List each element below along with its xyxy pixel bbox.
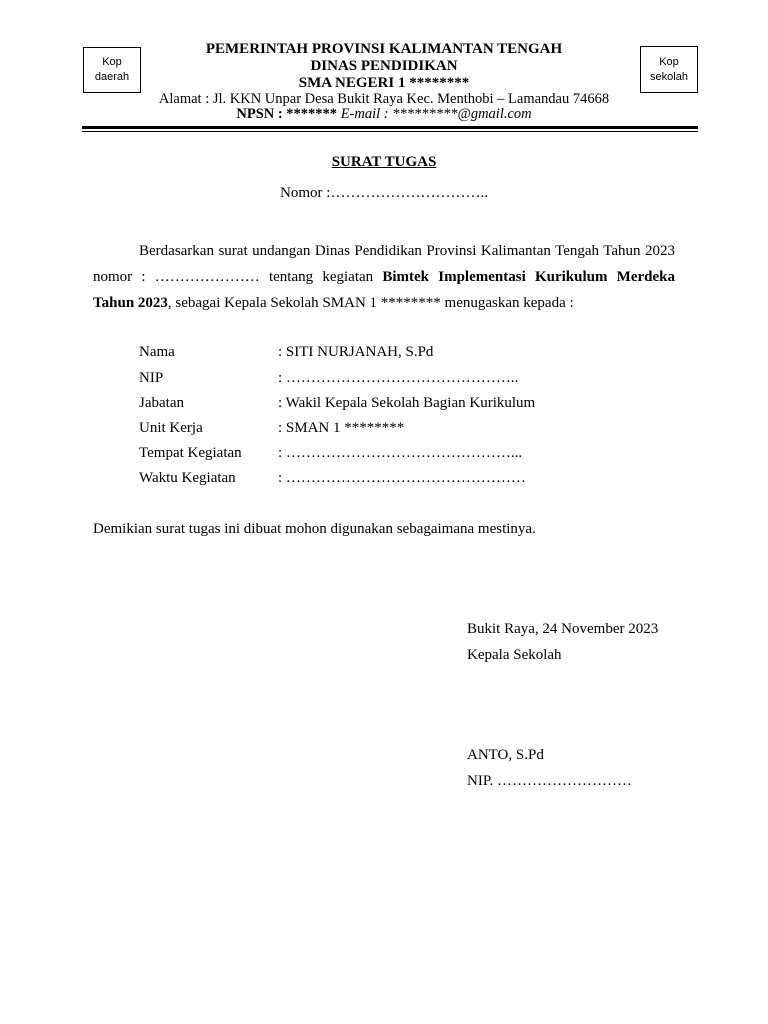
- kop-rule-thick: [82, 126, 698, 129]
- field-value-tempat-kegiatan: : ………………………………………...: [278, 445, 523, 461]
- kop-npsn: NPSN : *******: [236, 106, 341, 122]
- kop-daerah-line-2: daerah: [94, 71, 130, 83]
- letter-number: Nomor :…………………………..: [280, 185, 488, 201]
- field-label-nama: Nama: [139, 344, 175, 360]
- kop-pemerintah: PEMERINTAH PROVINSI KALIMANTAN TENGAH: [205, 41, 563, 57]
- field-value-unit-kerja: : SMAN 1 ********: [278, 420, 405, 436]
- field-value-waktu-kegiatan: : …………………………………………: [278, 470, 526, 486]
- kop-email: *********@gmail.com: [392, 106, 532, 122]
- signature-place-date: Bukit Raya, 24 November 2023: [467, 621, 659, 637]
- kop-sekolah-line-1: Kop: [659, 55, 679, 68]
- kop-address: Alamat : Jl. KKN Unpar Desa Bukit Raya Kec. Menthobi – Lamandau 74668: [158, 91, 610, 107]
- kop-sekolah-name: SMA NEGERI 1 ********: [298, 75, 470, 91]
- field-label-nip: NIP: [139, 370, 164, 386]
- field-label-jabatan: Jabatan: [139, 395, 184, 411]
- field-label-unit-kerja: Unit Kerja: [139, 420, 203, 436]
- kop-email-label: E-mail :: [340, 106, 393, 122]
- letter-closing: Demikian surat tugas ini dibuat mohon digunakan sebagaimana mestinya.: [93, 521, 536, 537]
- kop-rule-thin: [82, 131, 698, 132]
- kop-sekolah-line-2: sekolah: [650, 70, 688, 83]
- signature-position: Kepala Sekolah: [467, 647, 562, 663]
- kop-contact: [0, 106, 768, 122]
- field-value-nip: : ………………………………………..: [278, 370, 519, 386]
- signature-name: ANTO, S.Pd: [467, 747, 544, 763]
- letter-body-activity: Bimtek Implementasi Kurikulum Merdeka Tahun 2023: [93, 269, 675, 311]
- letter-body-part-1: Berdasarkan surat undangan Dinas Pendidikan Provinsi Kalimantan Tengah Tahun 2023 nomor : ………………… tentang kegiatan: [93, 243, 675, 285]
- letter-body-part-2: , sebagai Kepala Sekolah SMAN 1 ******** menugaskan kepada :: [167, 295, 574, 311]
- field-label-tempat-kegiatan: Tempat Kegiatan: [139, 445, 242, 461]
- field-label-waktu-kegiatan: Waktu Kegiatan: [139, 470, 236, 486]
- signature-nip: NIP. ………………………: [467, 773, 633, 789]
- letter-body: [93, 238, 675, 316]
- letter-title: SURAT TUGAS: [331, 154, 437, 170]
- kop-dinas: DINAS PENDIDIKAN: [310, 58, 458, 74]
- kop-daerah-line-1: Kop: [102, 56, 122, 68]
- field-value-nama: : SITI NURJANAH, S.Pd: [278, 344, 434, 360]
- field-value-jabatan: : Wakil Kepala Sekolah Bagian Kurikulum: [278, 395, 536, 411]
